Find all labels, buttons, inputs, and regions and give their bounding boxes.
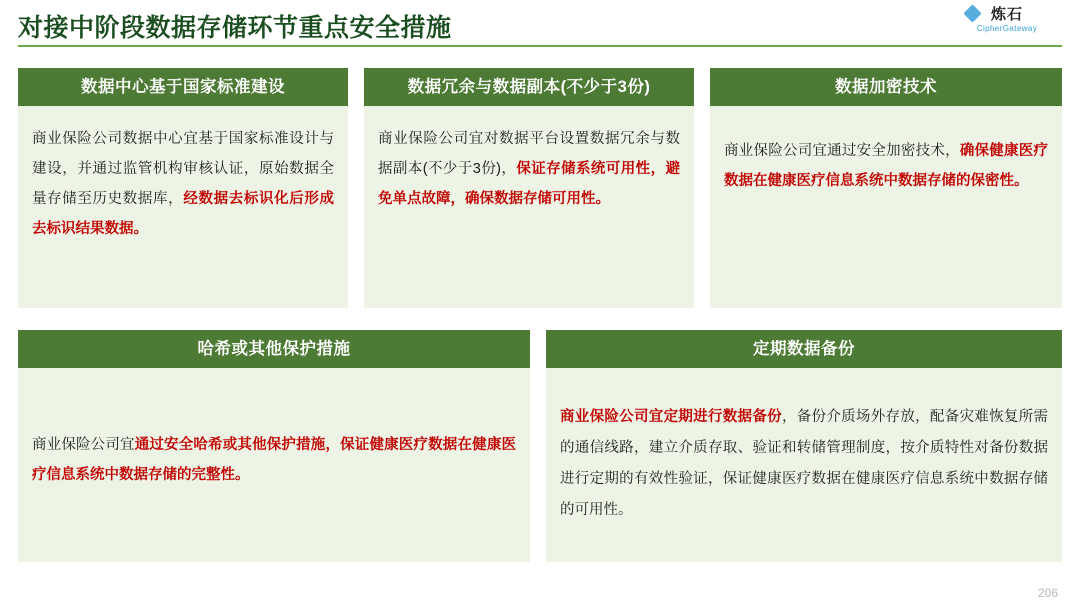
card-text-plain: 商业保险公司宜通过安全加密技术， xyxy=(724,143,960,159)
measure-card xyxy=(18,68,348,308)
measure-card xyxy=(546,330,1062,562)
card-header: 数据冗余与数据副本(不少于3份) xyxy=(364,68,694,106)
card-body xyxy=(18,106,348,254)
card-text-plain: ，备份介质场外存放，配备灾难恢复所需的通信线路，建立介质存取、验证和转储管理制度，按介质特性对备份数据进行定期的有效性验证，保证健康医疗数据在健康医疗信息系统中数据存储的可用性。 xyxy=(560,409,1048,518)
measure-card xyxy=(364,68,694,308)
page-title: 对接中阶段数据存储环节重点安全措施 xyxy=(18,14,452,42)
card-header: 数据加密技术 xyxy=(710,68,1062,106)
card-body xyxy=(18,368,530,500)
card-text-highlight: 经数据去标识化后形成去标识结果数据。 xyxy=(32,191,335,237)
brand-logo xyxy=(952,6,1062,42)
card-text-highlight: 商业保险公司宜定期进行数据备份 xyxy=(560,409,782,425)
card-header: 数据中心基于国家标准建设 xyxy=(18,68,348,106)
card-text-highlight: 确保健康医疗数据在健康医疗信息系统中数据存储的保密性。 xyxy=(724,143,1049,189)
measure-card xyxy=(18,330,530,562)
card-text-highlight: 保证存储系统可用性，避免单点故障，确保数据存储可用性。 xyxy=(378,161,680,207)
card-text-plain: 商业保险公司宜对数据平台设置数据冗余与数据副本(不少于3份)， xyxy=(378,131,680,177)
card-body xyxy=(546,368,1062,536)
card-header: 定期数据备份 xyxy=(546,330,1062,368)
card-text-highlight: 通过安全哈希或其他保护措施，保证健康医疗数据在健康医疗信息系统中数据存储的完整性。 xyxy=(32,437,516,483)
card-text-plain: 商业保险公司数据中心宜基于国家标准设计与建设，并通过监管机构审核认证，原始数据全量存储至历史数据库， xyxy=(32,131,334,207)
logo-name-cn: 炼石 xyxy=(990,6,1023,23)
card-body xyxy=(364,106,694,224)
card-body xyxy=(710,106,1062,206)
card-header: 哈希或其他保护措施 xyxy=(18,330,530,368)
card-text-plain: 商业保险公司宜 xyxy=(32,437,135,453)
measure-card xyxy=(710,68,1062,308)
title-divider xyxy=(18,45,1062,47)
logo-name-en: CipherGateway xyxy=(976,24,1038,33)
page-number: 206 xyxy=(1037,586,1058,600)
